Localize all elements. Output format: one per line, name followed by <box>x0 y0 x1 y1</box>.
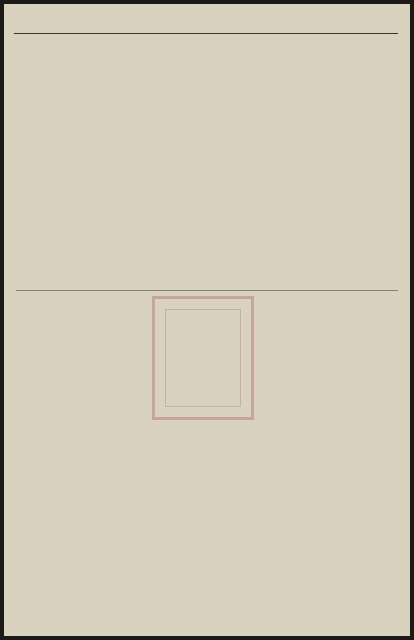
page-header <box>14 12 398 34</box>
header-rule <box>14 33 398 34</box>
magazine-page <box>4 4 410 636</box>
body-text-bottom-right <box>206 296 398 594</box>
archive-watermark <box>4 608 410 636</box>
section-divider <box>16 290 398 291</box>
article-title <box>218 90 288 286</box>
body-text-bottom-left <box>20 350 210 596</box>
